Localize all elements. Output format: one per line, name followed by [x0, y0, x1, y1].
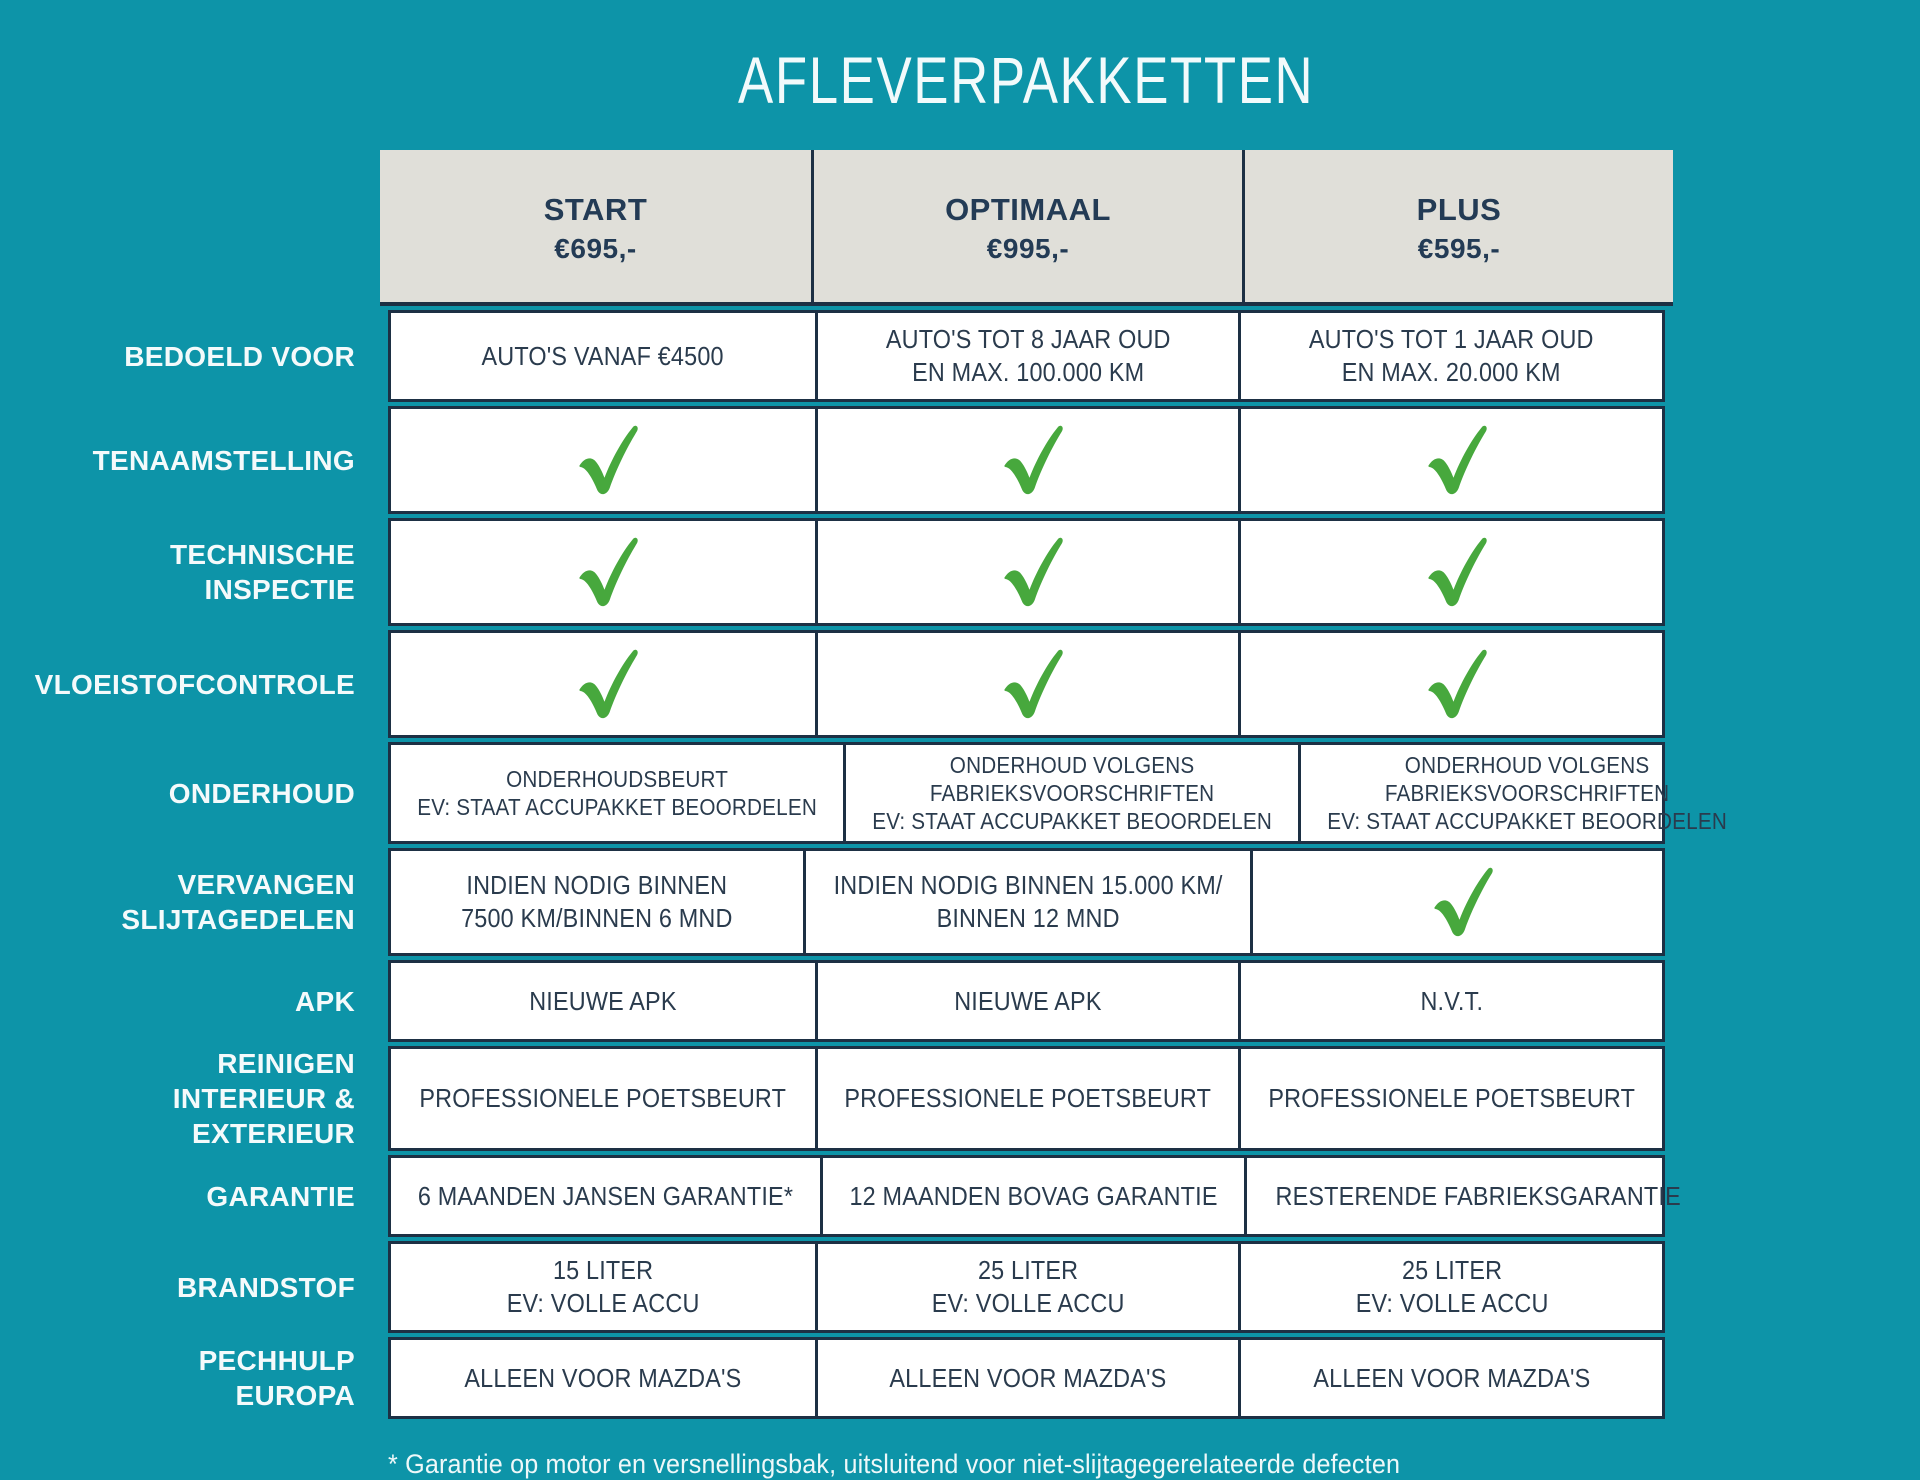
- cell-text-pechhulp-europa-col0: [391, 1340, 815, 1416]
- cell-text-onderhoud-col2: [1298, 745, 1753, 841]
- row-box-garantie: [388, 1155, 1681, 1237]
- check-icon: [988, 647, 1068, 721]
- row-label-line: BEDOELD VOOR: [124, 340, 355, 372]
- cell-text-line: ONDERHOUDSBEURT: [506, 766, 729, 792]
- row-box-pechhulp-europa: [388, 1337, 1665, 1419]
- table-row-pechhulp-europa: [0, 1337, 1920, 1419]
- cell-text-content: [872, 751, 1272, 835]
- cell-text-apk-col0: [391, 963, 815, 1039]
- cell-text-content: [889, 1362, 1166, 1395]
- check-icon: [988, 535, 1068, 609]
- row-label-line: TENAAMSTELLING: [92, 444, 355, 476]
- cell-text-reinigen-interieur-exterieur-col0: [391, 1049, 815, 1148]
- row-box-vloeistofcontrole: [388, 630, 1665, 738]
- cell-check-tenaamstelling-col2: [1238, 409, 1662, 511]
- cell-text-apk-col1: [815, 963, 1239, 1039]
- cell-text-line: ALLEEN VOOR MAZDA'S: [464, 1362, 742, 1393]
- cell-text-garantie-col2: [1244, 1158, 1709, 1234]
- cell-check-vervangen-slijtagedelen-col2: [1250, 851, 1662, 953]
- cell-text-vervangen-slijtagedelen-col1: [803, 851, 1250, 953]
- cell-text-content: [954, 985, 1101, 1018]
- row-label-line: VERVANGEN: [177, 869, 355, 900]
- cell-text-line: AUTO'S TOT 8 JAAR OUD: [885, 324, 1171, 354]
- row-label-vervangen-slijtagedelen: [90, 848, 355, 956]
- cell-text-onderhoud-col0: [391, 745, 843, 841]
- package-header-plus: [1242, 150, 1673, 302]
- cell-text-pechhulp-europa-col2: [1238, 1340, 1662, 1416]
- package-name: OPTIMAAL: [945, 192, 1111, 227]
- package-price: €595,-: [1417, 233, 1501, 264]
- cell-text-line: PROFESSIONELE POETSBEURT: [419, 1083, 787, 1113]
- row-label-tenaamstelling: [90, 406, 355, 514]
- cell-text-line: EV: VOLLE ACCU: [931, 1288, 1125, 1318]
- row-label-pechhulp-europa: [90, 1337, 355, 1419]
- package-name: PLUS: [1416, 192, 1502, 227]
- cell-text-line: EV: STAAT ACCUPAKKET BEOORDELEN: [872, 808, 1273, 834]
- cell-text-brandstof-col0: [391, 1244, 815, 1330]
- row-label-line: BRANDSTOF: [177, 1271, 355, 1303]
- row-box-reinigen-interieur-exterieur: [388, 1046, 1665, 1151]
- row-label-line: VLOEISTOFCONTROLE: [34, 668, 355, 700]
- row-box-onderhoud: [388, 742, 1728, 844]
- cell-text-bedoeld-voor-col1: [815, 313, 1239, 399]
- row-label-line: PECHHULP EUROPA: [198, 1345, 355, 1411]
- cell-text-line: NIEUWE APK: [954, 985, 1102, 1016]
- cell-text-content: [461, 869, 732, 935]
- cell-text-line: 6 MAANDEN JANSEN GARANTIE*: [417, 1180, 794, 1211]
- package-price: €995,-: [986, 233, 1070, 264]
- cell-text-line: PROFESSIONELE POETSBEURT: [844, 1083, 1212, 1113]
- cell-text-garantie-col0: [391, 1158, 820, 1234]
- cell-text-line: EV: STAAT ACCUPAKKET BEOORDELEN: [1327, 808, 1728, 834]
- cell-check-vloeistofcontrole-col0: [391, 633, 815, 735]
- row-label-onderhoud: [90, 742, 355, 844]
- row-label-line: REINIGEN INTERIEUR &: [172, 1048, 355, 1114]
- row-label-reinigen-interieur-exterieur: [90, 1046, 355, 1151]
- cell-text-content: [464, 1362, 741, 1395]
- cell-text-content: [886, 323, 1171, 389]
- cell-text-reinigen-interieur-exterieur-col2: [1238, 1049, 1662, 1148]
- cell-text-vervangen-slijtagedelen-col0: [391, 851, 803, 953]
- cell-text-line: INDIEN NODIG BINNEN: [466, 870, 728, 900]
- cell-text-content: [1309, 323, 1594, 389]
- cell-text-content: [417, 765, 817, 821]
- row-box-tenaamstelling: [388, 406, 1665, 514]
- cell-text-content: [1313, 1362, 1590, 1395]
- table-row-brandstof: [0, 1241, 1920, 1333]
- check-icon: [1412, 535, 1492, 609]
- cell-text-reinigen-interieur-exterieur-col1: [815, 1049, 1239, 1148]
- cell-check-tenaamstelling-col1: [815, 409, 1239, 511]
- table-row-vervangen-slijtagedelen: [0, 848, 1920, 956]
- check-icon: [563, 647, 643, 721]
- row-box-apk: [388, 960, 1665, 1042]
- cell-check-vloeistofcontrole-col2: [1238, 633, 1662, 735]
- page-title: AFLEVERPAKKETTEN: [738, 43, 1315, 117]
- cell-text-line: BINNEN 12 MND: [936, 903, 1120, 933]
- cell-text-content: [932, 1254, 1125, 1320]
- cell-text-content: [849, 1180, 1217, 1213]
- packages-comparison-table: [0, 150, 1920, 1419]
- cell-text-content: [1420, 985, 1483, 1018]
- cell-text-content: [419, 1082, 786, 1115]
- table-row-bedoeld-voor: [0, 310, 1920, 402]
- row-box-vervangen-slijtagedelen: [388, 848, 1665, 956]
- row-label-bedoeld-voor: [90, 310, 355, 402]
- cell-text-line: N.V.T.: [1420, 985, 1483, 1016]
- check-icon: [563, 535, 643, 609]
- row-label-vloeistofcontrole: [34, 630, 355, 738]
- cell-text-line: INDIEN NODIG BINNEN 15.000 KM/: [833, 870, 1223, 900]
- row-label-brandstof: [90, 1241, 355, 1333]
- row-label-line: GARANTIE: [206, 1180, 355, 1212]
- cell-text-line: FABRIEKSVOORSCHRIFTEN: [1385, 780, 1670, 806]
- cell-text-content: [1268, 1082, 1635, 1115]
- cell-text-line: EV: STAAT ACCUPAKKET BEOORDELEN: [417, 794, 817, 820]
- cell-text-line: EV: VOLLE ACCU: [506, 1288, 700, 1318]
- table-row-technische-inspectie: [0, 518, 1920, 626]
- row-box-brandstof: [388, 1241, 1665, 1333]
- row-label-garantie: [90, 1155, 355, 1237]
- row-label-line: ONDERHOUD: [168, 777, 355, 809]
- cell-text-line: ALLEEN VOOR MAZDA'S: [1313, 1362, 1591, 1393]
- footnote-wrap: [0, 1449, 1920, 1480]
- cell-text-content: [529, 985, 676, 1018]
- table-row-apk: [0, 960, 1920, 1042]
- check-icon: [1412, 647, 1492, 721]
- row-label-line: SLIJTAGEDELEN: [121, 904, 355, 935]
- cell-check-technische-inspectie-col1: [815, 521, 1239, 623]
- cell-text-line: AUTO'S TOT 1 JAAR OUD: [1309, 324, 1595, 354]
- row-label-line: TECHNISCHE: [169, 539, 355, 570]
- cell-text-line: 12 MAANDEN BOVAG GARANTIE: [849, 1180, 1218, 1211]
- cell-check-technische-inspectie-col0: [391, 521, 815, 623]
- cell-check-vloeistofcontrole-col1: [815, 633, 1239, 735]
- cell-text-line: PROFESSIONELE POETSBEURT: [1268, 1083, 1635, 1113]
- cell-text-content: [482, 340, 724, 373]
- warranty-footnote: * Garantie op motor en versnellingsbak, uitsluitend voor niet-slijtagegerelateerde defecten: [388, 1449, 1401, 1479]
- cell-text-line: ONDERHOUD VOLGENS: [1405, 752, 1650, 778]
- package-header-optimaal: [811, 150, 1242, 302]
- table-row-garantie: [0, 1155, 1920, 1237]
- header-row-label-spacer: [90, 150, 355, 306]
- cell-text-content: [833, 869, 1222, 935]
- cell-check-tenaamstelling-col0: [391, 409, 815, 511]
- cell-text-line: NIEUWE APK: [529, 985, 677, 1016]
- cell-text-line: 15 LITER: [552, 1255, 653, 1285]
- cell-text-brandstof-col2: [1238, 1244, 1662, 1330]
- table-row-vloeistofcontrole: [0, 630, 1920, 738]
- cell-text-onderhoud-col1: [843, 745, 1298, 841]
- row-label-apk: [90, 960, 355, 1042]
- check-icon: [988, 423, 1068, 497]
- page-title-wrap: [388, 0, 1665, 118]
- row-box-technische-inspectie: [388, 518, 1665, 626]
- table-row-tenaamstelling: [0, 406, 1920, 514]
- cell-text-line: FABRIEKSVOORSCHRIFTEN: [930, 780, 1215, 806]
- check-icon: [1418, 865, 1498, 939]
- cell-text-line: EN MAX. 100.000 KM: [911, 357, 1145, 387]
- cell-text-line: 25 LITER: [1401, 1255, 1502, 1285]
- cell-text-line: RESTERENDE FABRIEKSGARANTIE: [1275, 1180, 1681, 1211]
- cell-text-content: [1328, 751, 1728, 835]
- cell-text-garantie-col1: [820, 1158, 1244, 1234]
- cell-text-line: AUTO'S VANAF €4500: [481, 340, 724, 371]
- cell-text-pechhulp-europa-col1: [815, 1340, 1239, 1416]
- cell-text-content: [845, 1082, 1212, 1115]
- cell-text-bedoeld-voor-col2: [1238, 313, 1662, 399]
- row-label-line: INSPECTIE: [204, 574, 355, 605]
- cell-text-bedoeld-voor-col0: [391, 313, 815, 399]
- table-row-onderhoud: [0, 742, 1920, 844]
- table-rows: [0, 310, 1920, 1419]
- package-name: START: [543, 192, 648, 227]
- table-header-row: [0, 150, 1920, 306]
- cell-text-line: 25 LITER: [977, 1255, 1079, 1285]
- package-header-box: [380, 150, 1673, 306]
- table-row-reinigen-interieur-exterieur: [0, 1046, 1920, 1151]
- cell-check-technische-inspectie-col2: [1238, 521, 1662, 623]
- package-price: €695,-: [554, 233, 637, 264]
- cell-text-line: ALLEEN VOOR MAZDA'S: [889, 1362, 1167, 1393]
- cell-text-content: [506, 1254, 699, 1320]
- row-label-line: EXTERIEUR: [192, 1118, 355, 1149]
- cell-text-line: EV: VOLLE ACCU: [1355, 1288, 1549, 1318]
- check-icon: [1412, 423, 1492, 497]
- row-label-line: APK: [294, 985, 355, 1017]
- cell-text-content: [418, 1180, 793, 1213]
- row-box-bedoeld-voor: [388, 310, 1665, 402]
- cell-text-content: [1276, 1180, 1681, 1213]
- row-label-technische-inspectie: [90, 518, 355, 626]
- package-header-start: [380, 150, 811, 302]
- check-icon: [563, 423, 643, 497]
- cell-text-line: ONDERHOUD VOLGENS: [949, 752, 1195, 778]
- cell-text-line: EN MAX. 20.000 KM: [1342, 357, 1562, 387]
- cell-text-content: [1355, 1254, 1548, 1320]
- cell-text-brandstof-col1: [815, 1244, 1239, 1330]
- cell-text-line: 7500 KM/BINNEN 6 MND: [461, 903, 733, 933]
- cell-text-apk-col2: [1238, 963, 1662, 1039]
